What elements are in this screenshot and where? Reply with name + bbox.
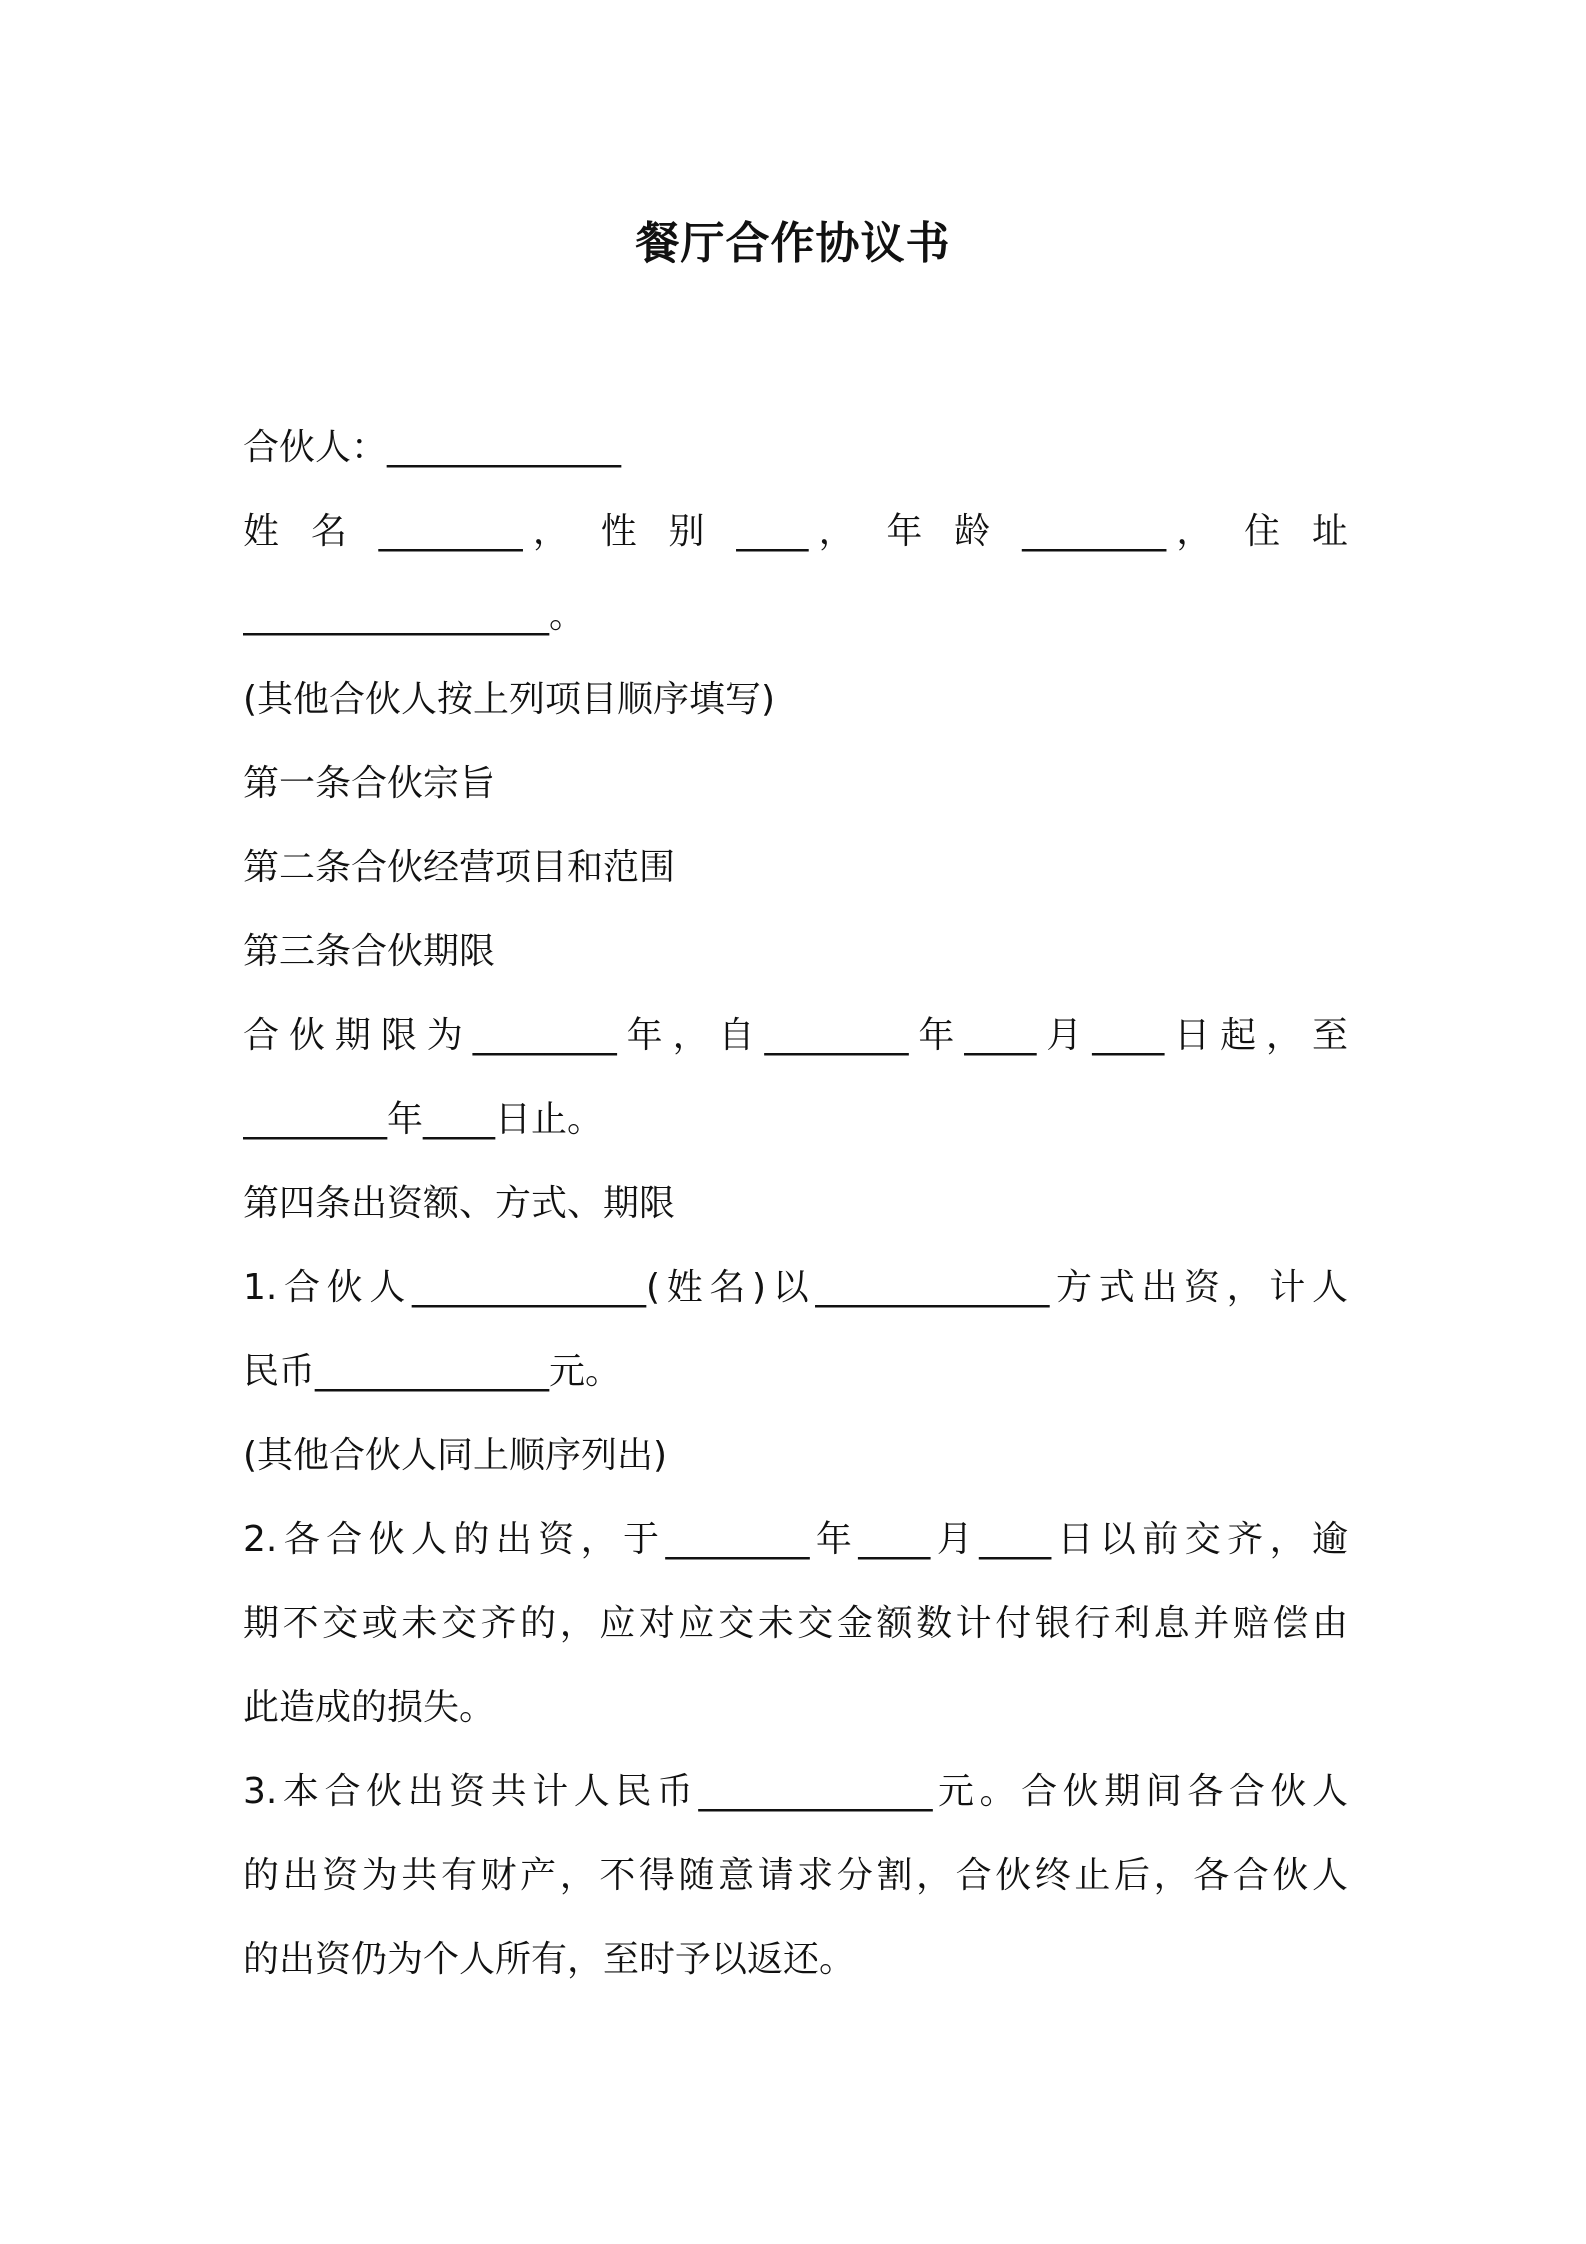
document-body (243, 406, 1348, 2002)
article-3-heading: 第三条合伙期限 (243, 931, 496, 972)
partner-line: 合伙人：_____________ (243, 427, 622, 468)
clause-1-line-1: 1.合伙人_____________(姓名)以_____________方式出资，计人 (243, 1267, 1348, 1308)
clause-3-line-2: 的出资为共有财产，不得随意请求分割，合伙终止后，各合伙人 (243, 1855, 1348, 1896)
clause-2-line-3: 此造成的损失。 (243, 1687, 496, 1728)
address-blank-line: _________________。 (243, 595, 585, 636)
article-4-heading: 第四条出资额、方式、期限 (243, 1183, 676, 1224)
clause-3-line-1: 3.本合伙出资共计人民币_____________元。合伙期间各合伙人 (243, 1771, 1348, 1812)
clause-3-line-3: 的出资仍为个人所有，至时予以返还。 (243, 1939, 856, 1980)
article-2-heading: 第二条合伙经营项目和范围 (243, 847, 676, 888)
term-line-1: 合伙期限为________年，自________年____月____日起，至 (243, 1015, 1348, 1056)
document-title: 餐厅合作协议书 (635, 218, 951, 269)
clause-2-line-1: 2.各合伙人的出资，于________年____月____日以前交齐，逾 (243, 1519, 1348, 1560)
other-partners-note: (其他合伙人按上列项目顺序填写) (243, 679, 776, 720)
other-partners-note-2: (其他合伙人同上顺序列出) (243, 1435, 668, 1476)
term-line-2: ________年____日止。 (243, 1099, 604, 1140)
clause-1-line-2: 民币_____________元。 (243, 1351, 622, 1392)
partner-info-line: 姓 名 ________， 性 别 ____， 年 龄 ________， 住 址 (243, 511, 1348, 552)
clause-2-line-2: 期不交或未交齐的，应对应交未交金额数计付银行利息并赔偿由 (243, 1603, 1348, 1644)
article-1-heading: 第一条合伙宗旨 (243, 763, 496, 804)
